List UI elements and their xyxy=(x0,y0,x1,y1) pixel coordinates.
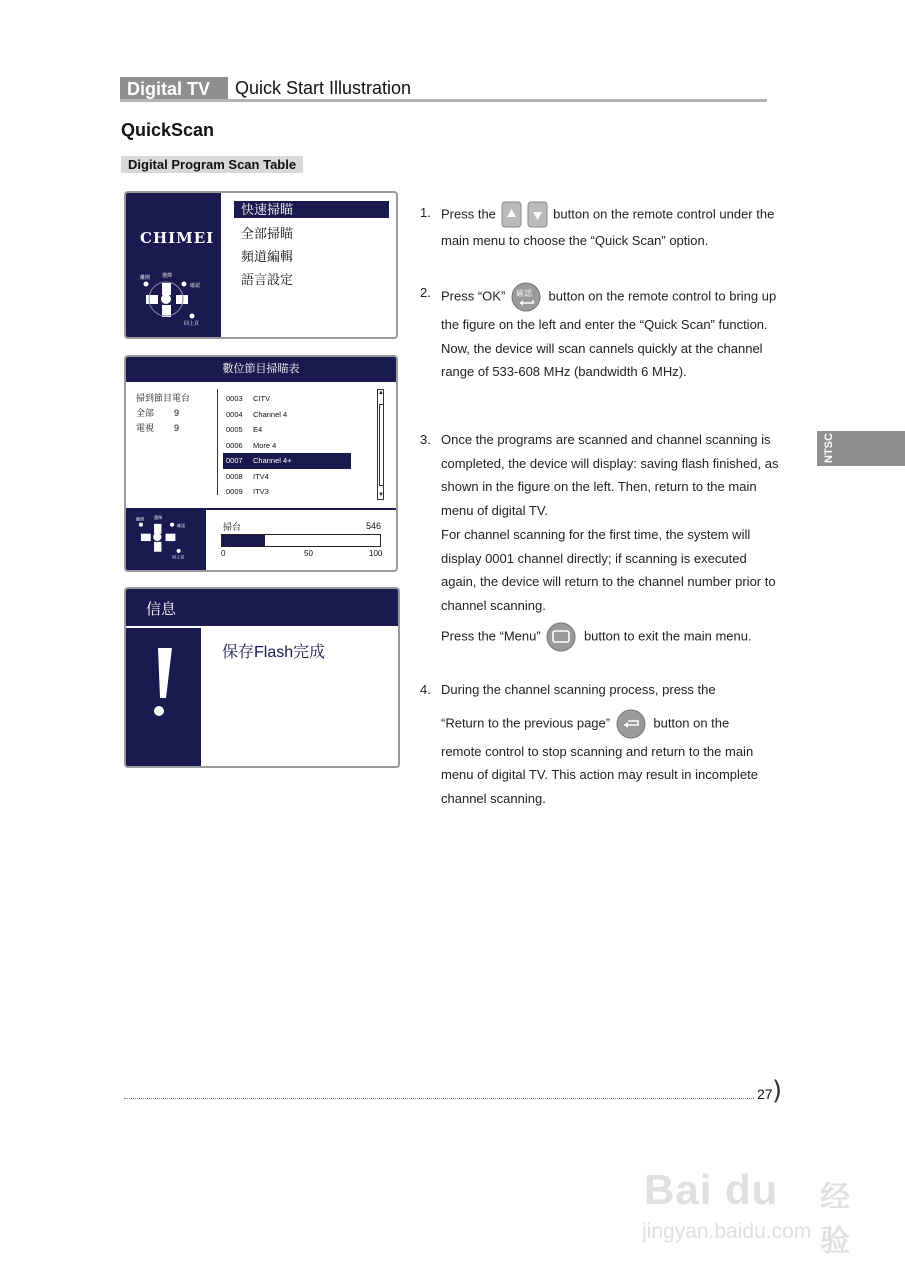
scan-count: 546 xyxy=(366,521,382,531)
summary-tv-value: 9 xyxy=(174,423,180,433)
step-number: 2. xyxy=(420,285,431,300)
chapter-tag: Digital TV xyxy=(120,77,228,101)
remote-label-back: 回上頁 xyxy=(172,554,185,560)
scroll-thumb[interactable] xyxy=(379,404,384,486)
up-down-button-icon xyxy=(500,201,550,229)
remote-dpad-icon xyxy=(140,271,212,329)
step-number: 3. xyxy=(420,432,431,447)
remote-label-select: 選擇 xyxy=(162,273,173,279)
summary-all-value: 9 xyxy=(174,408,180,418)
ok-button-icon xyxy=(509,281,545,313)
step-2 xyxy=(420,281,780,384)
remote-label-confirm: 確認 xyxy=(177,523,186,529)
channel-row[interactable] xyxy=(223,484,351,500)
progress-tick-0: 0 xyxy=(221,549,226,558)
channel-number: 0008 xyxy=(226,471,243,481)
channel-number: 0004 xyxy=(226,409,243,419)
step-text: “Return to the previous page” xyxy=(441,715,611,731)
channel-name: Channel 4+ xyxy=(253,456,292,465)
menu-item-full-scan[interactable]: 全部掃瞄 xyxy=(241,226,294,241)
channel-row[interactable] xyxy=(223,422,351,438)
channel-number: 0003 xyxy=(226,394,243,403)
summary-all xyxy=(136,406,190,421)
main-menu-figure xyxy=(124,191,398,339)
step-text: remote control to stop scanning and return to the main menu of digital TV. This action may result in incomplete channel scanning. xyxy=(441,743,758,807)
channel-name: CITV xyxy=(253,394,271,403)
scan-progress-bar xyxy=(221,534,381,547)
channel-row[interactable] xyxy=(223,469,351,485)
step-number: 1. xyxy=(420,205,431,220)
side-tab xyxy=(817,431,905,466)
step-text: Press “OK” xyxy=(441,288,506,304)
page-bracket-icon: ) xyxy=(772,1076,783,1106)
scan-label: 掃台 xyxy=(223,522,242,532)
watermark-logo: Bai du xyxy=(644,1166,779,1213)
summary-all-label: 全部 xyxy=(136,408,155,418)
chapter-title: Quick Start Illustration xyxy=(235,78,412,98)
message-text: 保存Flash完成 xyxy=(222,644,326,661)
exclamation-icon xyxy=(126,628,201,768)
summary-tv-label: 電視 xyxy=(136,423,155,433)
summary-tv xyxy=(136,421,190,436)
step-text: button to exit the main menu. xyxy=(583,628,752,644)
remote-label-exit: 離開 xyxy=(136,516,145,522)
step-1 xyxy=(420,201,780,253)
step-text: Press the xyxy=(441,206,496,222)
channel-number: 0009 xyxy=(226,487,243,496)
watermark-cn: 经验 xyxy=(820,1181,850,1258)
menu-item-channel-edit[interactable]: 頻道編輯 xyxy=(241,249,294,264)
page-number: 27 xyxy=(757,1086,773,1102)
channel-name: ITV3 xyxy=(253,487,269,496)
scan-progress-fill xyxy=(222,535,265,546)
remote-label-confirm: 確認 xyxy=(190,283,201,289)
menu-item-quick-scan[interactable]: 快速掃瞄 xyxy=(234,201,389,218)
message-title: 信息 xyxy=(146,601,177,618)
channel-number: 0006 xyxy=(226,440,243,450)
remote-label-back: 回上頁 xyxy=(184,321,200,327)
step-text: button on the xyxy=(653,715,730,731)
channel-list xyxy=(223,391,351,500)
step-3 xyxy=(420,428,780,652)
header-rule xyxy=(120,99,767,102)
footer-dotted-rule xyxy=(124,1098,754,1099)
watermark-url: jingyan.baidu.com xyxy=(642,1220,812,1243)
scan-summary xyxy=(136,391,190,436)
channel-name: ITV4 xyxy=(253,471,269,481)
menu-button-icon xyxy=(544,622,580,652)
step-text: Once the programs are scanned and channel scanning is completed, the device will display: saving flash finished, as shown in the figure on the left. Then, return to the main menu of digital TV. xyxy=(441,432,779,519)
scan-table-figure xyxy=(124,355,398,572)
message-titlebar xyxy=(126,589,398,626)
message-icon-panel xyxy=(126,628,201,768)
remote-dpad-icon xyxy=(136,514,195,562)
step-text: button on the remote control under the main menu to choose the “Quick Scan” option. xyxy=(441,206,775,248)
scroll-up-icon[interactable]: ▲ xyxy=(378,390,384,396)
remote-panel xyxy=(126,510,206,572)
channel-name: More 4 xyxy=(253,440,277,450)
step-number: 4. xyxy=(420,682,431,697)
brand-logo: CHIMEI xyxy=(140,229,215,247)
remote-label-select: 選擇 xyxy=(154,514,163,520)
subsection-tag: Digital Program Scan Table xyxy=(121,156,303,173)
channel-row[interactable] xyxy=(223,453,351,469)
step-text: button on the remote control to bring up the figure on the left and enter the “Quick Scan” function. Now, the device will scan cannels quickly at the channel range of 533-608 MHz (bandwidth 6 MHz). xyxy=(441,288,777,380)
menu-item-language[interactable]: 語言設定 xyxy=(241,272,294,287)
step-text: During the channel scanning process, press the xyxy=(441,682,716,697)
message-figure xyxy=(124,587,400,768)
channel-name: E4 xyxy=(253,425,263,434)
channel-row[interactable] xyxy=(223,391,351,407)
channel-row[interactable] xyxy=(223,438,351,454)
channel-name: Channel 4 xyxy=(253,409,288,419)
scroll-down-icon[interactable]: ▼ xyxy=(378,492,384,498)
channel-number: 0005 xyxy=(226,425,243,434)
channel-number: 0007 xyxy=(226,456,243,465)
step-text: For channel scanning for the first time, the system will display 0001 channel directly; if scanning is executed again, the device will return to the channel number prior to channel scanning. xyxy=(441,526,776,613)
ok-button-label: 確認 xyxy=(515,289,532,298)
section-title: QuickScan xyxy=(121,120,215,140)
scrollbar[interactable] xyxy=(377,389,384,500)
progress-tick-50: 50 xyxy=(304,549,313,558)
progress-tick-100: 100 xyxy=(369,549,383,558)
menu-list xyxy=(234,201,389,293)
step-text: Press the “Menu” xyxy=(441,628,541,644)
scan-table-title: 數位節目掃瞄表 xyxy=(126,357,396,382)
remote-label-exit: 離開 xyxy=(140,275,151,281)
channel-row[interactable] xyxy=(223,407,351,423)
side-tab-label: NTSC xyxy=(823,433,835,463)
watermark xyxy=(640,1150,870,1258)
summary-header: 掃到節目電台 xyxy=(136,393,191,403)
step-4 xyxy=(420,678,780,811)
return-button-icon xyxy=(614,708,650,740)
divider xyxy=(217,389,218,495)
menu-left-panel xyxy=(126,193,221,337)
